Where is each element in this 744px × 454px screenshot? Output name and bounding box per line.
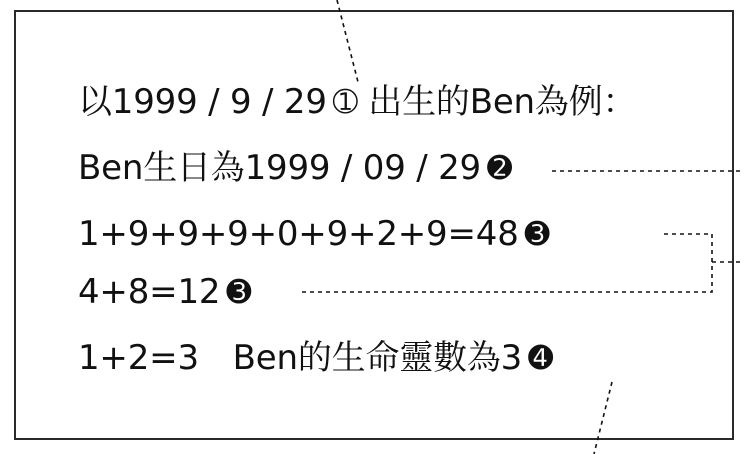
example-line-3-text: 1+9+9+9+0+9+2+9=48: [78, 214, 519, 254]
example-line-3: [78, 214, 550, 255]
marker-4-icon: ➍: [528, 341, 554, 376]
example-line-4: [78, 272, 251, 313]
example-line-1: [78, 82, 636, 123]
example-line-5: [78, 338, 553, 379]
example-line-1-text: 以1999 / 9 / 29: [78, 82, 327, 122]
marker-3b-icon: ➌: [226, 275, 252, 310]
marker-3a-icon: ➌: [524, 217, 550, 252]
marker-1-icon: ➀: [332, 85, 358, 120]
example-line-2-text: Ben生日為1999 / 09 / 29: [78, 148, 481, 188]
example-line-2: [78, 148, 512, 189]
example-line-5-text: 1+2=3 Ben的生命靈數為3: [78, 338, 523, 378]
example-line-1-tail: 出生的Ben為例：: [357, 82, 637, 122]
example-line-4-text: 4+8=12: [78, 272, 221, 312]
marker-2-icon: ➋: [487, 151, 512, 186]
